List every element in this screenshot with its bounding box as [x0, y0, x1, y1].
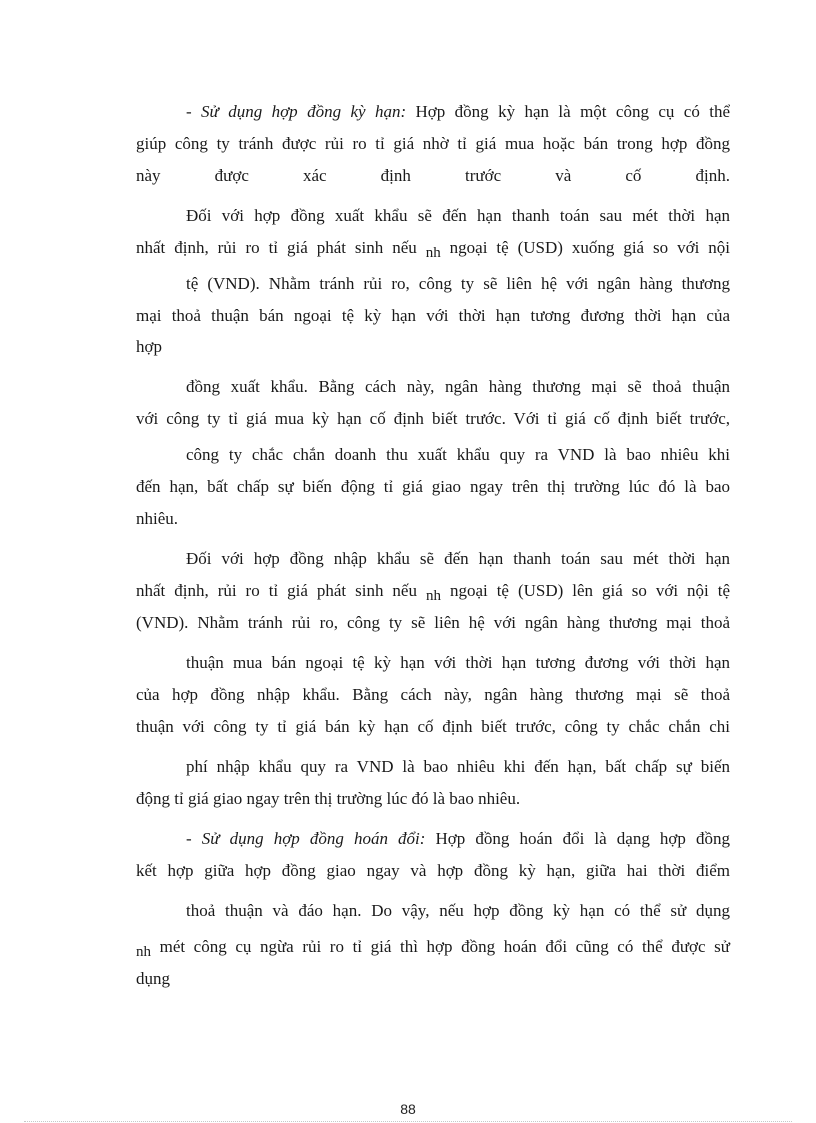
para4-line4: nh mét công cụ ngừa rủi ro tỉ giá thì hợp đồng hoán đổi cũng có thể được sử — [136, 937, 730, 960]
para3-line4: thuận mua bán ngoại tệ kỳ hạn với thời hạn tương đương với thời hạn — [186, 653, 730, 672]
heading-forward-contract: - Sử dụng hợp đồng kỳ hạn: — [186, 102, 407, 121]
para2-line6: đồng xuất khẩu. Bằng cách này, ngân hàng thương mại sẽ thoả thuận — [186, 377, 730, 396]
para2-line1: Đối với hợp đồng xuất khẩu sẽ đến hạn thanh toán sau mét thời hạn — [186, 206, 730, 225]
subscript-fragment: nh — [425, 245, 441, 261]
para1-line3: này được xác định trước và cố định. — [136, 166, 730, 185]
para3-line3: (VND). Nhằm tránh rủi ro, công ty sẽ liên hệ với ngân hàng thương mại thoả — [136, 613, 730, 632]
para4-line3: thoả thuận và đáo hạn. Do vậy, nếu hợp đồng kỳ hạn có thể sử dụng — [186, 901, 730, 920]
para2-line3: tệ (VND). Nhằm tránh rủi ro, công ty sẽ liên hệ với ngân hàng thương — [186, 274, 730, 293]
para1-line1: - Sử dụng hợp đồng kỳ hạn: Hợp đồng kỳ hạn là một công cụ có thể — [186, 102, 730, 121]
para2-line10: nhiêu. — [136, 509, 179, 528]
page-number: 88 — [400, 1101, 416, 1117]
heading-swap-contract: - Sử dụng hợp đồng hoán đổi: — [186, 829, 426, 848]
para3-line1: Đối với hợp đồng nhập khẩu sẽ đến hạn thanh toán sau mét thời hạn — [186, 549, 730, 568]
para2-line9: đến hạn, bất chấp sự biến động tỉ giá giao ngay trên thị trường lúc đó là bao — [136, 477, 730, 496]
para4-line2: kết hợp giữa hợp đồng giao ngay và hợp đồng kỳ hạn, giữa hai thời điểm — [136, 861, 730, 880]
footer-divider — [24, 1121, 792, 1122]
para3-line5: của hợp đồng nhập khẩu. Bằng cách này, ngân hàng thương mại sẽ thoả — [136, 685, 730, 704]
para3-line8: động tỉ giá giao ngay trên thị trường lúc đó là bao nhiêu. — [136, 789, 521, 808]
para2-line2: nhất định, rủi ro tỉ giá phát sinh nếu nh ngoại tệ (USD) xuống giá so với nội — [136, 238, 731, 261]
para2-line4: mại thoả thuận bán ngoại tệ kỳ hạn với thời hạn tương đương thời hạn của — [136, 306, 730, 325]
para1-line2: giúp công ty tránh được rủi ro tỉ giá nhờ tỉ giá mua hoặc bán trong hợp đồng — [136, 134, 730, 153]
subscript-fragment: nh — [136, 944, 151, 960]
para3-line6: thuận với công ty tỉ giá bán kỳ hạn cố định biết trước, công ty chắc chắn chi — [136, 717, 730, 736]
para3-line2: nhất định, rủi ro tỉ giá phát sinh nếu nh ngoại tệ (USD) lên giá so với nội tệ — [136, 581, 730, 604]
para2-line5: hợp — [136, 337, 162, 356]
para4-line1: - Sử dụng hợp đồng hoán đổi: Hợp đồng hoán đổi là dạng hợp đồng — [186, 829, 730, 848]
para4-line5: dụng — [136, 969, 170, 988]
para3-line7: phí nhập khẩu quy ra VND là bao nhiêu khi đến hạn, bất chấp sự biến — [186, 757, 730, 776]
para2-line8: công ty chắc chắn doanh thu xuất khẩu quy ra VND là bao nhiêu khi — [186, 445, 730, 464]
para2-line7: với công ty tỉ giá mua kỳ hạn cố định biết trước. Với tỉ giá cố định biết trước, — [136, 409, 730, 428]
subscript-fragment: nh — [425, 588, 441, 604]
